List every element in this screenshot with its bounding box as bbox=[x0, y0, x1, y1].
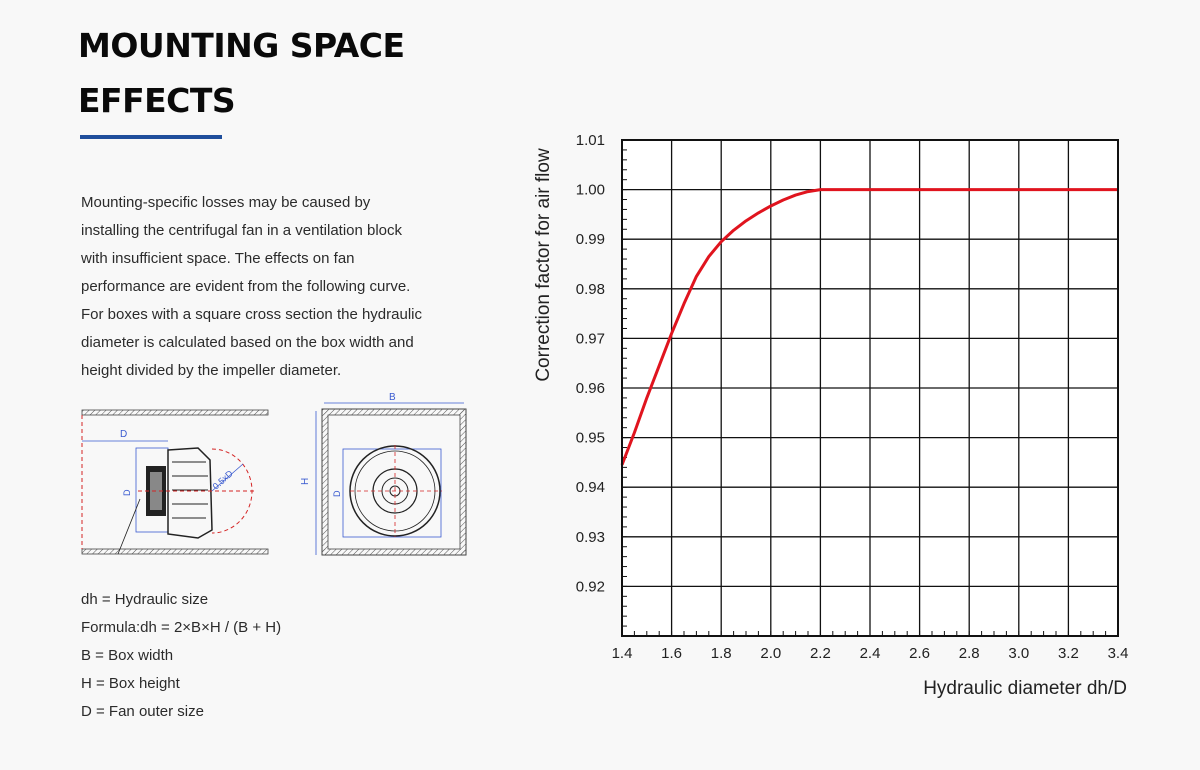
y-tick-labels bbox=[576, 132, 605, 595]
x-tick-label: 2.6 bbox=[909, 645, 931, 662]
x-axis-label: Hydraulic diameter dh/D bbox=[923, 678, 1127, 699]
x-tick-labels bbox=[612, 645, 1129, 662]
y-tick-label: 0.94 bbox=[575, 479, 605, 497]
description-line: height divided by the impeller diameter. bbox=[81, 362, 342, 379]
y-tick-label: 0.92 bbox=[575, 578, 605, 596]
formula-legend bbox=[81, 586, 481, 726]
y-tick-label: 1.00 bbox=[575, 181, 605, 199]
y-tick-label: 0.93 bbox=[575, 528, 605, 546]
bottom-wall bbox=[82, 549, 268, 554]
description-line: installing the centrifugal fan in a ventilation block bbox=[81, 222, 403, 239]
chart-grid bbox=[622, 140, 1118, 636]
legend-line: Formula:dh = 2×B×H / (B + H) bbox=[81, 619, 282, 636]
x-tick-label: 3.0 bbox=[1008, 645, 1030, 662]
y-tick-label: 0.96 bbox=[575, 380, 605, 397]
y-tick-label: 0.99 bbox=[575, 231, 605, 249]
description-line: with insufficient space. The effects on fan bbox=[81, 250, 355, 267]
title-accent-bar bbox=[80, 135, 222, 139]
x-tick-label: 2.0 bbox=[760, 645, 782, 662]
box-outline bbox=[322, 409, 466, 555]
y-tick-label: 0.98 bbox=[575, 280, 605, 298]
page-title-line2: EFFECTS bbox=[78, 81, 236, 120]
y-tick-label: 0.97 bbox=[575, 330, 605, 348]
page-title-line1: MOUNTING SPACE bbox=[78, 26, 405, 65]
x-tick-label: 1.8 bbox=[710, 645, 732, 662]
y-tick-label: 1.01 bbox=[575, 132, 605, 149]
h-dimension-label: H bbox=[300, 477, 311, 485]
legend-line: dh = Hydraulic size bbox=[81, 591, 209, 608]
legend-line: H = Box height bbox=[81, 675, 180, 692]
d-dimension-label: D bbox=[120, 429, 128, 440]
x-tick-label: 1.4 bbox=[611, 645, 633, 662]
description-text bbox=[81, 189, 481, 385]
description-line: diameter is calculated based on the box width and bbox=[81, 334, 414, 351]
radius-label: 0.5xD bbox=[210, 468, 235, 492]
y-tick-label: 0.95 bbox=[575, 429, 605, 447]
x-tick-label: 2.4 bbox=[859, 645, 881, 662]
x-tick-label: 1.6 bbox=[661, 645, 683, 662]
description-line: Mounting-specific losses may be caused by bbox=[81, 194, 371, 211]
x-tick-label: 2.2 bbox=[809, 645, 831, 662]
b-dimension-label: B bbox=[389, 392, 396, 403]
x-tick-label: 3.2 bbox=[1057, 645, 1079, 662]
page-title bbox=[78, 18, 478, 128]
d-dimension-label-front: D bbox=[332, 490, 342, 497]
front-view-diagram bbox=[300, 387, 475, 562]
description-line: For boxes with a square cross section the hydraulic bbox=[81, 306, 422, 323]
correction-factor-chart bbox=[520, 120, 1160, 710]
x-tick-label: 3.4 bbox=[1107, 645, 1129, 662]
d2-dimension-label: D bbox=[122, 489, 132, 496]
y-axis-label: Correction factor for air flow bbox=[533, 148, 554, 382]
side-view-diagram bbox=[78, 404, 278, 564]
legend-line: B = Box width bbox=[81, 647, 174, 664]
description-line: performance are evident from the following curve. bbox=[81, 278, 411, 295]
top-wall bbox=[82, 410, 268, 415]
legend-line: D = Fan outer size bbox=[81, 703, 204, 720]
x-tick-label: 2.8 bbox=[958, 645, 980, 662]
